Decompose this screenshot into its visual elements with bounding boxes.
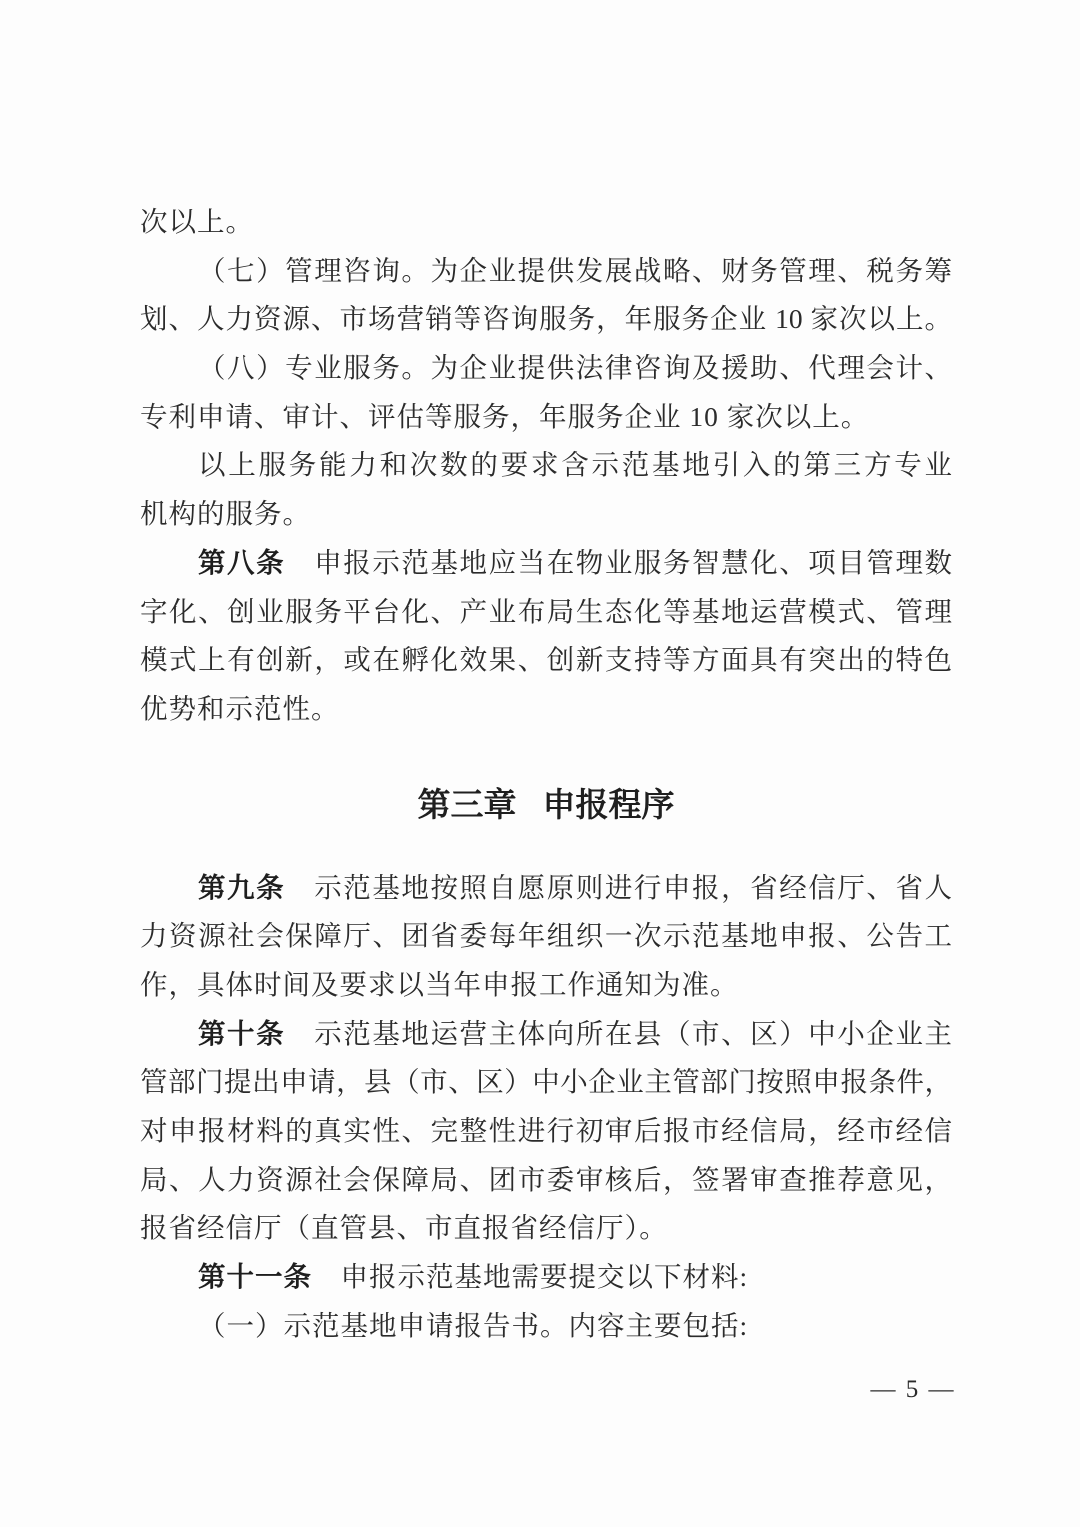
article-label: 第十条 — [198, 1017, 286, 1049]
text-run: 作，具体时间及要求以当年申报工作通知为准。 — [140, 968, 739, 1000]
text-run: 申报示范基地需要提交以下材料: — [312, 1261, 749, 1293]
text-line — [140, 490, 952, 539]
text-run: （七）管理咨询。为企业提供发展战略、财务管理、税务筹 — [198, 254, 952, 286]
text-run: 次以上。 — [140, 206, 254, 237]
text-run: 管部门提出申请，县（市、区）中小企业主管部门按照申报条件， — [140, 1066, 952, 1098]
text-run: 示范基地按照自愿原则进行申报，省经信厅、省人 — [285, 871, 952, 903]
text-line — [140, 685, 952, 734]
text-line — [140, 539, 952, 588]
text-line — [140, 961, 952, 1010]
text-line — [140, 441, 952, 490]
text-run: 专利申请、审计、评估等服务，年服务企业 10 家次以上。 — [140, 400, 870, 432]
text-line — [140, 912, 952, 961]
text-line — [140, 864, 952, 913]
chapter-number: 第三章 — [417, 785, 517, 823]
document-body — [140, 198, 952, 1350]
body-lines-after-heading — [140, 864, 952, 1351]
text-line — [140, 636, 952, 685]
text-line — [140, 1107, 952, 1156]
text-run: 以上服务能力和次数的要求含示范基地引入的第三方专业 — [198, 449, 952, 481]
body-lines-before-heading — [140, 198, 952, 734]
article-label: 第八条 — [198, 546, 286, 578]
text-line — [140, 1010, 952, 1059]
text-line — [140, 393, 952, 442]
text-line — [140, 1204, 952, 1253]
page-number: — 5 — — [870, 1376, 956, 1403]
text-run: 划、人力资源、市场营销等咨询服务，年服务企业 10 家次以上。 — [140, 303, 952, 335]
text-line — [140, 1253, 952, 1302]
chapter-title: 申报程序 — [542, 785, 675, 823]
text-line — [140, 344, 952, 393]
text-run: 优势和示范性。 — [140, 692, 340, 724]
text-run: （八）专业服务。为企业提供法律咨询及援助、代理会计、 — [198, 352, 952, 384]
text-line — [140, 295, 952, 344]
text-line — [140, 247, 952, 296]
text-run: 力资源社会保障厅、团省委每年组织一次示范基地申报、公告工 — [140, 920, 952, 952]
text-line — [140, 198, 952, 247]
article-label: 第九条 — [198, 871, 286, 903]
text-line — [140, 1156, 952, 1205]
article-label: 第十一条 — [198, 1261, 312, 1293]
text-line — [140, 1302, 952, 1351]
text-run: 对申报材料的真实性、完整性进行初审后报市经信局，经市经信 — [140, 1115, 952, 1146]
text-line — [140, 1058, 952, 1107]
text-run: （一）示范基地申请报告书。内容主要包括: — [198, 1309, 749, 1341]
text-run: 机构的服务。 — [140, 498, 311, 530]
text-run: 字化、创业服务平台化、产业布局生态化等基地运营模式、管理 — [140, 595, 952, 627]
chapter-heading — [140, 780, 952, 830]
text-line — [140, 588, 952, 637]
text-run: 局、人力资源社会保障局、团市委审核后，签署审查推荐意见， — [140, 1163, 952, 1195]
text-run: 报省经信厅（直管县、市直报省经信厅）。 — [140, 1212, 668, 1244]
text-run: 模式上有创新，或在孵化效果、创新支持等方面具有突出的特色 — [140, 644, 952, 676]
text-run: 申报示范基地应当在物业服务智慧化、项目管理数 — [285, 546, 952, 578]
text-run: 示范基地运营主体向所在县（市、区）中小企业主 — [285, 1017, 952, 1049]
